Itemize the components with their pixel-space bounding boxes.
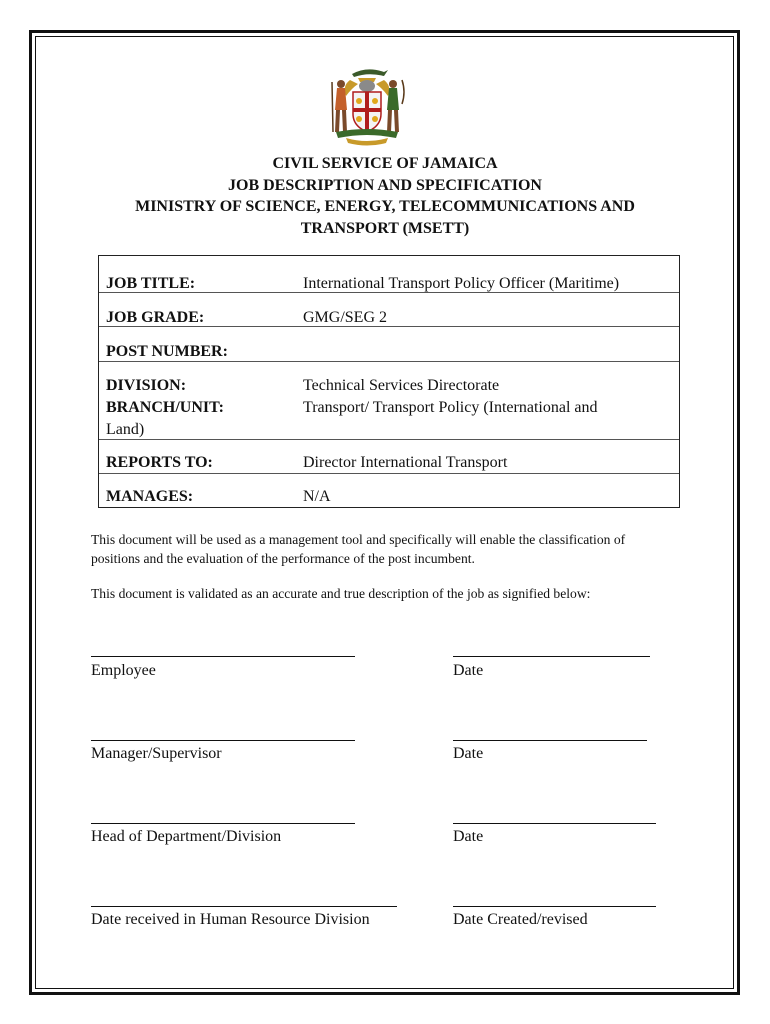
division-value: Technical Services Directorate	[303, 377, 500, 394]
branch-label: BRANCH/UNIT:	[106, 399, 224, 416]
job-grade-label: JOB GRADE:	[106, 309, 205, 326]
usage-line-2: positions and the evaluation of the performance of the post incumbent.	[91, 551, 475, 566]
job-title-value: International Transport Policy Officer (Maritime)	[303, 275, 620, 292]
date-line-3	[453, 823, 656, 824]
employee-signature-line	[91, 656, 355, 657]
date-label-3: Date	[453, 828, 484, 845]
heading-line-2: JOB DESCRIPTION AND SPECIFICATION	[228, 176, 542, 194]
head-label: Head of Department/Division	[91, 828, 282, 845]
manages-label: MANAGES:	[106, 488, 194, 505]
job-grade-value: GMG/SEG 2	[303, 309, 388, 326]
post-number-label: POST NUMBER:	[106, 343, 228, 360]
document-heading	[60, 153, 710, 239]
validation-paragraph: This document is validated as an accurate and true description of the job as signified below:	[91, 586, 591, 601]
date-created-label: Date Created/revised	[453, 911, 588, 928]
heading-line-1: CIVIL SERVICE OF JAMAICA	[272, 155, 498, 172]
row-job-grade	[99, 293, 679, 327]
branch-value-continued: Land)	[106, 421, 145, 438]
usage-paragraph	[91, 530, 691, 568]
date-label-1: Date	[453, 662, 484, 679]
job-details-table	[98, 255, 680, 508]
date-label-2: Date	[453, 745, 484, 762]
heading-line-4: TRANSPORT (MSETT)	[300, 219, 470, 237]
row-manages	[99, 474, 679, 507]
row-post-number	[99, 327, 679, 362]
head-signature-line	[91, 823, 355, 824]
division-label: DIVISION:	[106, 377, 187, 394]
hr-received-label: Date received in Human Resource Division	[91, 911, 370, 928]
reports-to-label: REPORTS TO:	[106, 454, 213, 471]
coat-of-arms-icon	[322, 62, 412, 146]
branch-value: Transport/ Transport Policy (International and	[303, 399, 598, 416]
date-line-1	[453, 656, 650, 657]
row-reports-to	[99, 440, 679, 474]
hr-received-line	[91, 906, 397, 907]
manages-value: N/A	[303, 488, 331, 505]
row-job-title	[99, 256, 679, 293]
date-line-2	[453, 740, 647, 741]
date-created-line	[453, 906, 656, 907]
job-title-label: JOB TITLE:	[106, 275, 196, 292]
manager-label: Manager/Supervisor	[91, 745, 222, 762]
manager-signature-line	[91, 740, 355, 741]
row-division-branch	[99, 362, 679, 440]
heading-line-3: MINISTRY OF SCIENCE, ENERGY, TELECOMMUNICATIONS AND	[135, 198, 635, 215]
employee-label: Employee	[91, 662, 156, 679]
usage-line-1: This document will be used as a management tool and specifically will enable the classification of	[91, 532, 626, 547]
reports-to-value: Director International Transport	[303, 454, 508, 471]
